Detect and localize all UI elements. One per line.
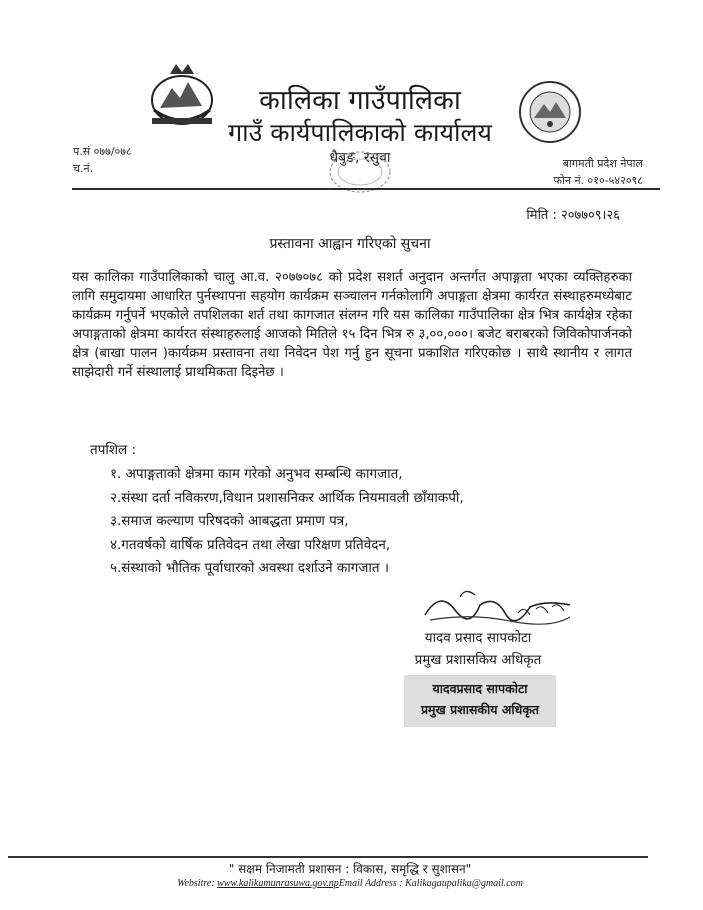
reference-number: प.सं ०७७/०७८ xyxy=(73,145,132,158)
list-item: ४.गतवर्षको वार्षिक प्रतिवेदन तथा लेखा परिक्षण प्रतिवेदन, xyxy=(110,536,391,553)
office-location: धैबुङ, रसुवा xyxy=(329,150,391,166)
signatory-title: प्रमुख प्रशासकिय अधिकृत xyxy=(414,652,542,668)
stamp-name: यादवप्रसाद सापकोटा xyxy=(432,681,528,696)
office-title-line1: कालिका गाउँपालिका xyxy=(259,85,461,116)
province-contact xyxy=(493,155,643,189)
email-label: Email Address : xyxy=(338,878,403,889)
office-seal-stamp xyxy=(325,150,395,200)
website-label: Websitre: xyxy=(177,878,215,889)
phone-number: फोन नं. ०१०-५४२०९८ xyxy=(553,174,643,187)
list-item: ३.समाज कल्याण परिषदको आबद्धता प्रमाण पत्र, xyxy=(110,513,349,529)
dispatch-number: च.नं. xyxy=(73,162,94,175)
list-item: ५.संस्थाको भौतिक पूर्वाधारको अवस्था दर्शाउने कागजात । xyxy=(110,560,390,576)
footer-contact xyxy=(100,878,600,889)
email-address[interactable]: Kalikagaupalika@gmail.com xyxy=(405,878,523,889)
list-item: १. अपाङ्गताको क्षेत्रमा काम गरेको अनुभव सम्बन्धि कागजात, xyxy=(110,466,403,482)
province-name: बागमती प्रदेश नेपाल xyxy=(562,157,643,170)
header-divider xyxy=(72,188,660,190)
website-link[interactable]: www.kalikamunrasuwa.gov.np xyxy=(217,878,339,889)
list-item: २.संस्था दर्ता नविकरण,विधान प्रशासनिकर आर्थिक नियमावली छाँयाकपी, xyxy=(110,489,464,506)
kalika-rural-municipality-logo xyxy=(518,80,582,144)
notice-subject: प्रस्तावना आह्वान गरिएको सुचना xyxy=(269,236,431,252)
stamp-title: प्रमुख प्रशासकीय अधिकृत xyxy=(420,702,540,717)
notice-body: यस कालिका गाउँपालिकाको चालु आ.व. २०७७०७८ को प्रदेश सशर्त अनुदान अन्तर्गत अपाङ्गता भएका व्यक्तिहरुका लागि समुदायमा आधारित पुर्नस्थापना सहयोग कार्यक्रम सञ्चालन गर्नकोलागि अपाङ्गता क्षेत्रमा कार्यरत संस्थाहरुमध्येबाट कार्यक्रम गर्नुपर्ने भएकोले तपशिलका शर्त तथा कागजात संलग्न गरि यस कालिका गाउँपालिका क्षेत्र भित्र कार्यक्षेत्र रहेका अपाङ्गताको क्षेत्रमा कार्यरत संस्थाहरुलाई आजको मितिले १५ दिन भित्र रु ३,००,०००। बजेट बराबरको जिविकोपार्जनको क्षेत्र (बाखा पालन )कार्यक्रम प्रस्तावना तथा निवेदन पेश गर्नु हुन सूचना प्रकाशित गरिएकोछ । साथै स्थानीय र लागत साझेदारी गर्ने संस्थालाई प्राथमिकता दिइनेछ । xyxy=(72,270,632,380)
details-heading: तपशिल : xyxy=(90,442,137,458)
reference-numbers xyxy=(73,143,132,177)
handwritten-signature xyxy=(420,585,580,630)
footer-slogan: " सक्षम निजामती प्रशासन : विकास, समृद्धि र सुशासन" xyxy=(228,862,472,876)
office-title-line2: गाउँ कार्यपालिकाको कार्यालय xyxy=(228,118,492,147)
signatory-name: यादव प्रसाद सापकोटा xyxy=(424,630,532,646)
footer-divider xyxy=(8,856,648,858)
notice-date: मिति : २०७७०९।२६ xyxy=(526,208,620,223)
required-documents-list xyxy=(110,463,464,581)
